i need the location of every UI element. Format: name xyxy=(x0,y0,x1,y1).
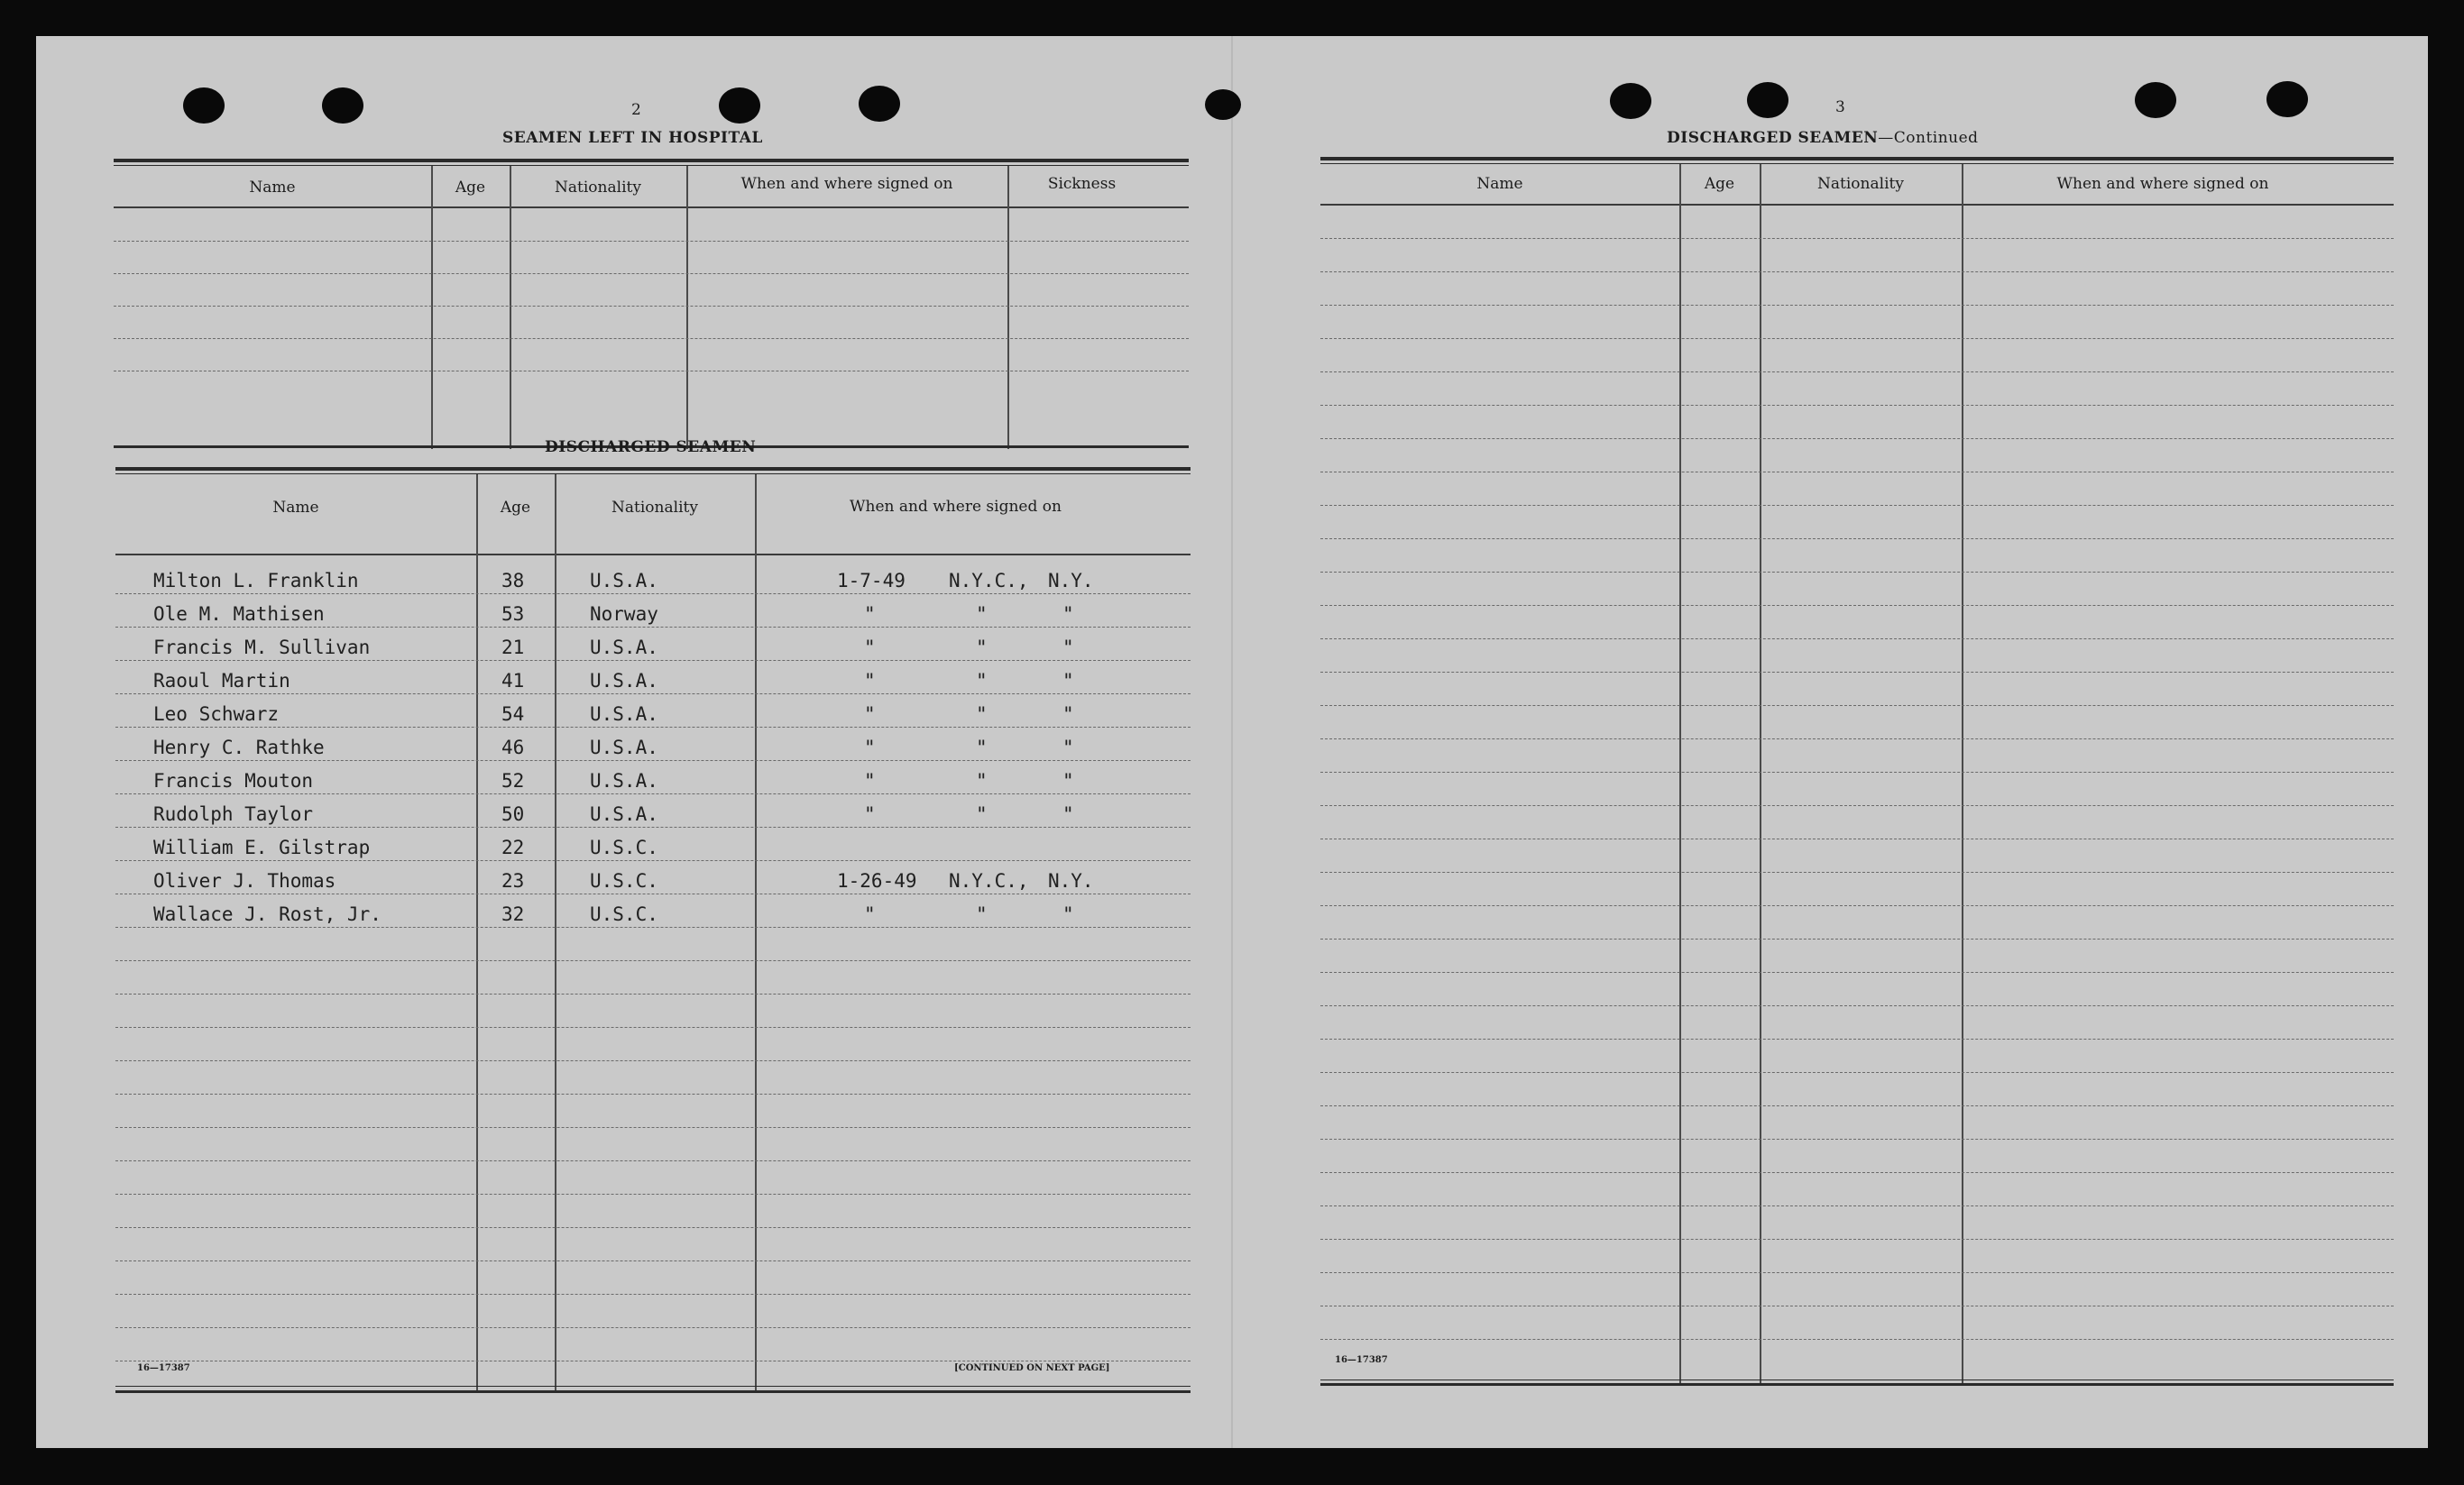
hospital-section-title: SEAMEN LEFT IN HOSPITAL xyxy=(502,129,763,147)
signed-on-state: " xyxy=(1062,803,1074,825)
signed-on-date: " xyxy=(864,670,876,692)
seaman-name: Henry C. Rathke xyxy=(153,737,325,758)
column-header: Age xyxy=(1704,175,1735,193)
form-number: 16—17387 xyxy=(1335,1355,1388,1365)
seaman-age: 23 xyxy=(501,870,525,892)
punch-hole xyxy=(1610,83,1651,119)
signed-on-state: " xyxy=(1062,737,1074,758)
signed-on-date: " xyxy=(864,703,876,725)
seaman-nationality: U.S.A. xyxy=(590,570,658,591)
table-row xyxy=(115,894,1191,928)
signed-on-date: " xyxy=(864,770,876,792)
title-main: DISCHARGED SEAMEN xyxy=(1667,129,1879,147)
table-row xyxy=(115,728,1191,761)
signed-on-date: 1-26-49 xyxy=(837,870,917,892)
column-header: Nationality xyxy=(555,179,641,197)
signed-on-state: " xyxy=(1062,637,1074,658)
column-header: Sickness xyxy=(1047,175,1117,193)
seaman-age: 32 xyxy=(501,903,525,925)
seaman-nationality: U.S.A. xyxy=(590,670,658,692)
signed-on-place: " xyxy=(976,803,988,825)
seaman-age: 53 xyxy=(501,603,525,625)
seaman-nationality: U.S.A. xyxy=(590,737,658,758)
seaman-age: 50 xyxy=(501,803,525,825)
table-row xyxy=(115,761,1191,794)
signed-on-date: 1-7-49 xyxy=(837,570,906,591)
signed-on-place: N.Y.C., xyxy=(949,870,1029,892)
seaman-nationality: U.S.C. xyxy=(590,903,658,925)
ledger-sheet xyxy=(36,36,2428,1448)
seaman-name: Raoul Martin xyxy=(153,670,290,692)
discharged-continued-title xyxy=(1667,129,1979,147)
seaman-nationality: U.S.A. xyxy=(590,637,658,658)
signed-on-date: " xyxy=(864,603,876,625)
seaman-age: 54 xyxy=(501,703,525,725)
punch-hole xyxy=(859,86,900,122)
signed-on-state: " xyxy=(1062,770,1074,792)
signed-on-place: " xyxy=(976,903,988,925)
table-row xyxy=(115,594,1191,628)
signed-on-place: " xyxy=(976,737,988,758)
table-row xyxy=(115,661,1191,694)
seaman-nationality: U.S.A. xyxy=(590,803,658,825)
signed-on-place: " xyxy=(976,670,988,692)
title-suffix: —Continued xyxy=(1878,129,1979,147)
discharged-continued-table xyxy=(1320,157,2394,1389)
table-row xyxy=(115,628,1191,661)
table-row xyxy=(115,694,1191,728)
discharged-section-title: DISCHARGED SEAMEN xyxy=(545,438,757,456)
seaman-age: 22 xyxy=(501,837,525,858)
seaman-age: 46 xyxy=(501,737,525,758)
signed-on-state: N.Y. xyxy=(1048,870,1094,892)
column-header: Name xyxy=(1476,175,1523,193)
seaman-name: Milton L. Franklin xyxy=(153,570,359,591)
seaman-nationality: Norway xyxy=(590,603,658,625)
table-row xyxy=(115,828,1191,861)
seaman-nationality: U.S.C. xyxy=(590,870,658,892)
column-header: When and where signed on xyxy=(740,175,953,193)
signed-on-state: " xyxy=(1062,903,1074,925)
seaman-nationality: U.S.A. xyxy=(590,703,658,725)
seaman-name: Francis Mouton xyxy=(153,770,314,792)
discharged-table xyxy=(115,467,1191,1401)
column-header: Name xyxy=(249,179,296,197)
seaman-age: 41 xyxy=(501,670,525,692)
page-fold xyxy=(1231,36,1233,1448)
signed-on-date: " xyxy=(864,737,876,758)
punch-hole xyxy=(2135,82,2176,118)
punch-hole xyxy=(1205,89,1241,120)
table-row xyxy=(115,561,1191,594)
signed-on-place: " xyxy=(976,770,988,792)
continued-note: [CONTINUED ON NEXT PAGE] xyxy=(954,1363,1110,1373)
hospital-table xyxy=(114,159,1189,456)
signed-on-date: " xyxy=(864,803,876,825)
column-header: Age xyxy=(500,499,531,517)
signed-on-place: " xyxy=(976,637,988,658)
column-header: Nationality xyxy=(1817,175,1904,193)
signed-on-date: " xyxy=(864,637,876,658)
punch-hole xyxy=(183,87,225,124)
column-header: Name xyxy=(272,499,319,517)
signed-on-place: " xyxy=(976,603,988,625)
seaman-nationality: U.S.C. xyxy=(590,837,658,858)
signed-on-state: N.Y. xyxy=(1048,570,1094,591)
seaman-age: 38 xyxy=(501,570,525,591)
form-number: 16—17387 xyxy=(137,1363,190,1373)
signed-on-state: " xyxy=(1062,603,1074,625)
punch-hole xyxy=(2266,81,2308,117)
seaman-name: Wallace J. Rost, Jr. xyxy=(153,903,382,925)
punch-hole xyxy=(1747,82,1788,118)
seaman-name: William E. Gilstrap xyxy=(153,837,371,858)
seaman-name: Oliver J. Thomas xyxy=(153,870,336,892)
column-header: When and where signed on xyxy=(850,498,1062,516)
seaman-nationality: U.S.A. xyxy=(590,770,658,792)
seaman-name: Ole M. Mathisen xyxy=(153,603,325,625)
table-row xyxy=(115,794,1191,828)
signed-on-place: " xyxy=(976,703,988,725)
punch-hole xyxy=(719,87,760,124)
seaman-age: 52 xyxy=(501,770,525,792)
page-number: 2 xyxy=(631,101,641,119)
seaman-name: Rudolph Taylor xyxy=(153,803,314,825)
signed-on-state: " xyxy=(1062,670,1074,692)
table-row xyxy=(115,861,1191,894)
signed-on-state: " xyxy=(1062,703,1074,725)
seaman-name: Francis M. Sullivan xyxy=(153,637,371,658)
seaman-age: 21 xyxy=(501,637,525,658)
column-header: Age xyxy=(455,179,486,197)
column-header: When and where signed on xyxy=(2056,175,2269,193)
seaman-name: Leo Schwarz xyxy=(153,703,280,725)
signed-on-place: N.Y.C., xyxy=(949,570,1029,591)
signed-on-date: " xyxy=(864,903,876,925)
page-number: 3 xyxy=(1835,98,1845,116)
punch-hole xyxy=(322,87,363,124)
column-header: Nationality xyxy=(611,499,698,517)
